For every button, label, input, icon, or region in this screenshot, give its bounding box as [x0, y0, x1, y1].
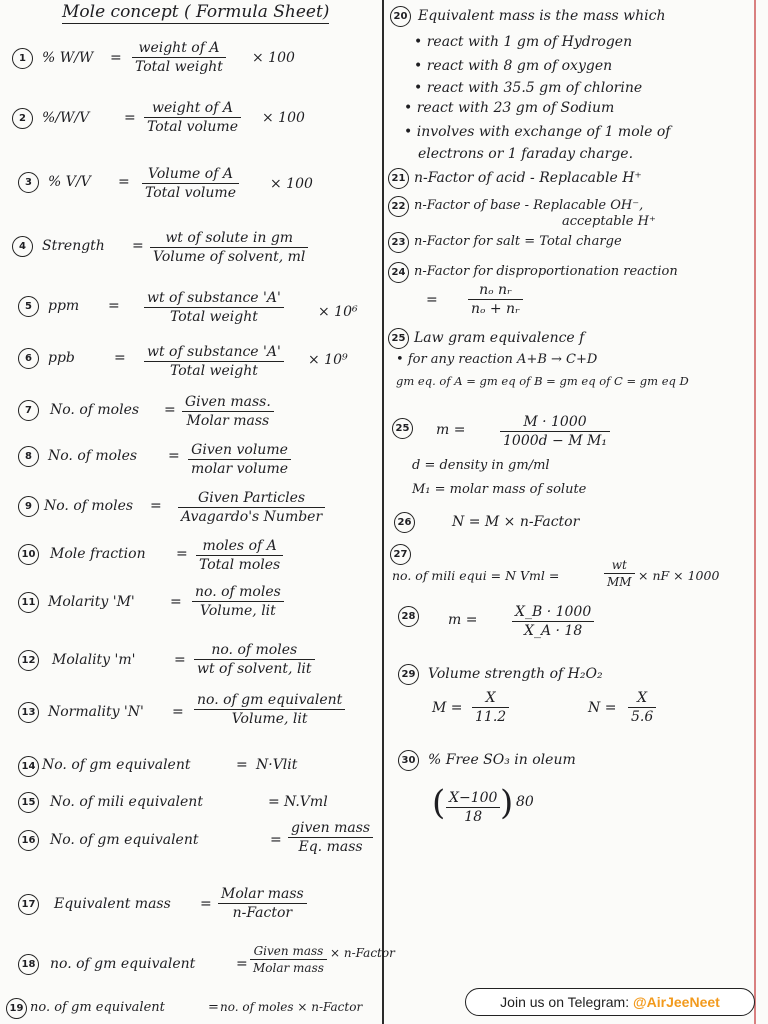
- fraction: [142, 166, 239, 201]
- item-number: 25: [388, 328, 409, 349]
- formula-label: No. of moles: [48, 448, 138, 464]
- bullet-item: • react with 8 gm of oxygen: [414, 58, 612, 74]
- numerator: Molar mass: [218, 886, 307, 904]
- equals-sign: =: [174, 652, 186, 668]
- item-number: 17: [18, 894, 39, 915]
- numerator: no. of moles: [194, 642, 315, 660]
- numerator: wt: [604, 558, 635, 574]
- item-number: 20: [390, 6, 411, 27]
- formula-label: Mole fraction: [50, 546, 146, 562]
- numerator: Given Particles: [178, 490, 325, 508]
- formula-text: n-Factor of base - Replacable OH⁻,: [414, 198, 644, 213]
- left-paren: (: [432, 783, 446, 823]
- denominator: 1000d − M M₁: [503, 433, 607, 449]
- fraction: [182, 394, 274, 429]
- multiplier: × 10⁶: [318, 304, 358, 320]
- fraction: [500, 414, 610, 449]
- equals-sign: =: [268, 794, 280, 810]
- equals-sign: =: [236, 956, 248, 972]
- numerator: given mass: [288, 820, 373, 838]
- fraction: [144, 344, 284, 379]
- molar-mass-note: M₁ = molar mass of solute: [412, 482, 587, 497]
- fraction: [178, 490, 325, 525]
- item-number: 16: [18, 830, 39, 851]
- item-number: 12: [18, 650, 39, 671]
- multiplier: × nF × 1000: [638, 568, 720, 583]
- molarity-lhs: M =: [432, 700, 463, 716]
- denominator: Molar mass: [253, 961, 324, 975]
- fraction: [144, 290, 284, 325]
- formula-label: No. of gm equivalent: [50, 832, 199, 848]
- item-number: 13: [18, 702, 39, 723]
- bullet-item: • react with 23 gm of Sodium: [404, 100, 614, 116]
- denominator: Total volume: [147, 119, 238, 135]
- multiplier: × 100: [252, 50, 295, 66]
- equals-sign: =: [168, 448, 180, 464]
- multiplier: 80: [516, 794, 534, 810]
- numerator: Volume of A: [142, 166, 239, 184]
- denominator: Total weight: [135, 59, 223, 75]
- item-number: 8: [18, 446, 39, 467]
- formula-text: Volume strength of H₂O₂: [428, 666, 603, 682]
- fraction: [150, 230, 308, 265]
- item-number: 19: [6, 998, 27, 1019]
- formula-text: n-Factor of acid - Replacable H⁺: [414, 170, 642, 186]
- fraction: [218, 886, 307, 921]
- fraction-normality: [628, 690, 656, 725]
- formula-label: no. of gm equivalent: [50, 956, 196, 972]
- formula-text: N = M × n-Factor: [452, 514, 580, 530]
- formula-value: N·Vlit: [256, 757, 298, 773]
- formula-label: ppb: [48, 350, 75, 366]
- equals-sign: =: [270, 832, 282, 848]
- fraction: [468, 282, 523, 317]
- equals-sign: =: [132, 238, 144, 254]
- multiplier: × n-Factor: [330, 946, 395, 960]
- multiplier: × 100: [262, 110, 305, 126]
- equals-sign: =: [150, 498, 162, 514]
- item-number: 1: [12, 48, 33, 69]
- page-margin-line: [754, 0, 756, 1024]
- numerator: weight of A: [144, 100, 241, 118]
- formula-label: % W/W: [42, 50, 94, 66]
- denominator: MM: [607, 575, 632, 589]
- denominator: n-Factor: [232, 905, 293, 921]
- numerator: X: [472, 690, 509, 708]
- numerator: X−100: [446, 790, 500, 808]
- item-number: 6: [18, 348, 39, 369]
- formula-text: Law gram equivalence f: [414, 330, 585, 346]
- denominator: Total volume: [145, 185, 236, 201]
- formula-label: Molality 'm': [52, 652, 136, 668]
- fraction: [194, 642, 315, 677]
- bullet-item: • involves with exchange of 1 mole of: [404, 124, 670, 140]
- numerator: nₒ nᵣ: [468, 282, 523, 300]
- formula-text: no. of mili equi = N Vml =: [392, 568, 560, 583]
- density-note: d = density in gm/ml: [412, 458, 550, 473]
- equals-sign: =: [118, 174, 130, 190]
- column-divider: [382, 0, 384, 1024]
- item-heading: Equivalent mass is the mass which: [418, 8, 666, 24]
- formula-text: % Free SO₃ in oleum: [428, 752, 576, 768]
- multiplier: × 10⁹: [308, 352, 348, 368]
- formula-lhs: m =: [448, 612, 478, 628]
- formula-label: No. of moles: [50, 402, 140, 418]
- numerator: M · 1000: [500, 414, 610, 432]
- item-number: 27: [390, 544, 411, 565]
- bullet-item: • for any reaction A+B → C+D: [396, 352, 597, 367]
- fraction: [446, 790, 500, 825]
- formula-label: Equivalent mass: [54, 896, 171, 912]
- denominator: Eq. mass: [298, 839, 363, 855]
- fraction: [192, 584, 284, 619]
- item-number: 22: [388, 196, 409, 217]
- item-number: 7: [18, 400, 39, 421]
- formula-label: No. of gm equivalent: [42, 757, 191, 773]
- normality-lhs: N =: [588, 700, 617, 716]
- numerator: Given mass.: [182, 394, 274, 412]
- item-number: 24: [388, 262, 409, 283]
- item-number: 14: [18, 756, 39, 777]
- fraction: [604, 558, 635, 589]
- denominator: Volume, lit: [200, 603, 276, 619]
- page-title: Mole concept ( Formula Sheet): [62, 2, 330, 22]
- item-number: 25: [392, 418, 413, 439]
- denominator: Molar mass: [186, 413, 270, 429]
- equals-sign: =: [114, 350, 126, 366]
- item-number: 11: [18, 592, 39, 613]
- equals-sign: =: [200, 896, 212, 912]
- numerator: X: [628, 690, 656, 708]
- denominator: X_A · 18: [523, 623, 583, 639]
- item-number: 2: [12, 108, 33, 129]
- numerator: wt of substance 'A': [144, 290, 284, 308]
- formula-label: No. of moles: [44, 498, 134, 514]
- formula-label: Normality 'N': [48, 704, 144, 720]
- item-number: 28: [398, 606, 419, 627]
- formula-value: N.Vml: [284, 794, 328, 810]
- numerator: Given mass: [250, 944, 327, 960]
- formula-value: no. of moles × n-Factor: [220, 1000, 363, 1014]
- numerator: weight of A: [132, 40, 226, 58]
- denominator: Avagardo's Number: [181, 509, 323, 525]
- fraction: [144, 100, 241, 135]
- item-number: 4: [12, 236, 33, 257]
- fraction: [194, 692, 345, 727]
- item-number: 29: [398, 664, 419, 685]
- denominator: nₒ + nᵣ: [471, 301, 520, 317]
- fraction: [196, 538, 283, 573]
- item-number: 23: [388, 232, 409, 253]
- equals-sign: =: [172, 704, 184, 720]
- formula-label: Molarity 'M': [48, 594, 135, 610]
- formula-label: %/W/V: [42, 110, 90, 126]
- formula-text: n-Factor for salt = Total charge: [414, 234, 622, 249]
- denominator: Volume of solvent, ml: [153, 249, 306, 265]
- formula-label: no. of gm equivalent: [30, 1000, 165, 1015]
- numerator: wt of solute in gm: [150, 230, 308, 248]
- numerator: wt of substance 'A': [144, 344, 284, 362]
- equals-sign: =: [110, 50, 122, 66]
- numerator: no. of gm equivalent: [194, 692, 345, 710]
- denominator: 11.2: [475, 709, 507, 725]
- fraction: [188, 442, 291, 477]
- equals-sign: =: [176, 546, 188, 562]
- denominator: Total moles: [199, 557, 281, 573]
- equals-sign: =: [164, 402, 176, 418]
- item-number: 9: [18, 496, 39, 517]
- fraction: [288, 820, 373, 855]
- equals-sign: =: [170, 594, 182, 610]
- denominator: molar volume: [191, 461, 289, 477]
- item-number: 5: [18, 296, 39, 317]
- equals-sign: =: [426, 292, 438, 308]
- equals-sign: =: [236, 757, 248, 773]
- fraction: [132, 40, 226, 75]
- item-number: 21: [388, 168, 409, 189]
- denominator: Total weight: [169, 309, 258, 325]
- equals-sign: =: [124, 110, 136, 126]
- item-number: 3: [18, 172, 39, 193]
- formula-label: % V/V: [48, 174, 91, 190]
- fraction: [250, 944, 327, 975]
- formula-label: No. of mili equivalent: [50, 794, 203, 810]
- denominator: Volume, lit: [231, 711, 308, 727]
- formula-label: Strength: [42, 238, 105, 254]
- item-number: 30: [398, 750, 419, 771]
- equals-sign: =: [208, 1000, 219, 1015]
- item-number: 26: [394, 512, 415, 533]
- formula-text-cont: acceptable H⁺: [562, 214, 656, 229]
- fraction: [512, 604, 594, 639]
- formula-label: ppm: [48, 298, 80, 314]
- right-paren: ): [500, 783, 514, 823]
- bullet-item: • react with 1 gm of Hydrogen: [414, 34, 632, 50]
- continuation-text: electrons or 1 faraday charge.: [418, 146, 634, 162]
- multiplier: × 100: [270, 176, 313, 192]
- denominator: wt of solvent, lit: [197, 661, 312, 677]
- bullet-item: • react with 35.5 gm of chlorine: [414, 80, 642, 96]
- item-number: 10: [18, 544, 39, 565]
- telegram-prefix: Join us on Telegram:: [500, 994, 630, 1010]
- formula-line: gm eq. of A = gm eq of B = gm eq of C = gm eq D: [396, 374, 689, 388]
- numerator: no. of moles: [192, 584, 284, 602]
- telegram-banner[interactable]: [465, 988, 755, 1016]
- numerator: moles of A: [196, 538, 283, 556]
- item-number: 18: [18, 954, 39, 975]
- numerator: X_B · 1000: [512, 604, 594, 622]
- formula-lhs: m =: [436, 422, 466, 438]
- equals-sign: =: [108, 298, 120, 314]
- denominator: 18: [464, 809, 483, 825]
- formula-text: n-Factor for disproportionation reaction: [414, 264, 678, 279]
- denominator: 5.6: [631, 709, 654, 725]
- numerator: Given volume: [188, 442, 291, 460]
- telegram-handle[interactable]: @AirJeeNeet: [633, 994, 720, 1010]
- fraction-molarity: [472, 690, 509, 725]
- denominator: Total weight: [169, 363, 258, 379]
- item-number: 15: [18, 792, 39, 813]
